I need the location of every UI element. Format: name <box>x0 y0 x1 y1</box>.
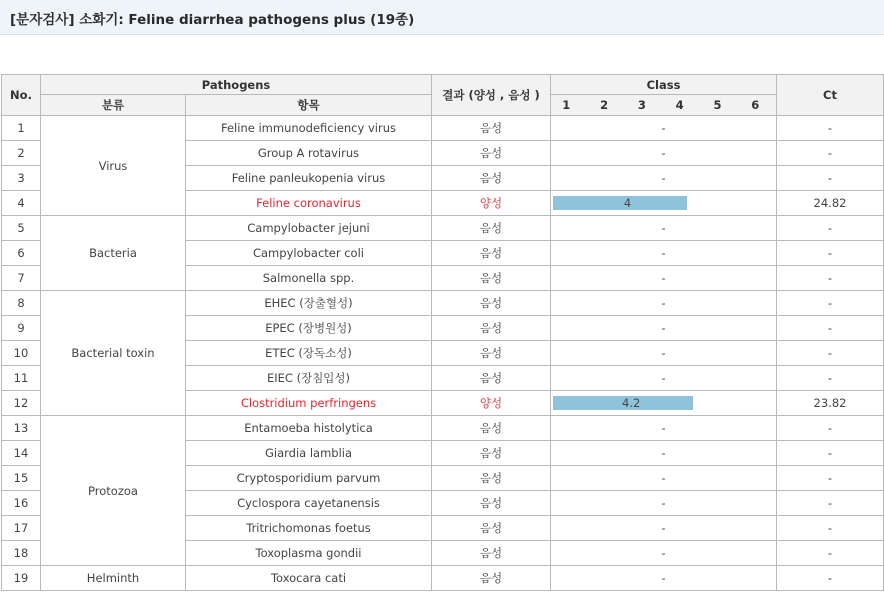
class-cell: - <box>551 341 777 366</box>
row-number: 8 <box>2 291 41 316</box>
class-cell <box>551 191 777 216</box>
class-cell: - <box>551 141 777 166</box>
row-number: 15 <box>2 466 41 491</box>
pathogen-name: Salmonella spp. <box>186 266 432 291</box>
pathogen-name: Giardia lamblia <box>186 441 432 466</box>
category-cell: Bacteria <box>41 216 186 291</box>
class-cell: - <box>551 491 777 516</box>
table-row <box>2 116 884 141</box>
result-value: 양성 <box>432 191 551 216</box>
row-number: 10 <box>2 341 41 366</box>
class-cell: - <box>551 516 777 541</box>
result-value: 음성 <box>432 291 551 316</box>
result-value: 양성 <box>432 391 551 416</box>
class-level-5: 5 <box>713 98 722 112</box>
class-value: 4 <box>623 196 632 210</box>
col-header-ct: Ct <box>777 75 884 116</box>
row-number: 1 <box>2 116 41 141</box>
result-value: 음성 <box>432 141 551 166</box>
ct-value: - <box>777 216 884 241</box>
result-value: 음성 <box>432 466 551 491</box>
pathogen-name: ETEC (장독소성) <box>186 341 432 366</box>
class-cell: - <box>551 466 777 491</box>
ct-value: - <box>777 366 884 391</box>
class-level-1: 1 <box>562 98 571 112</box>
result-value: 음성 <box>432 116 551 141</box>
col-header-result: 결과 (양성 , 음성 ) <box>432 75 551 116</box>
pathogen-name: Cryptosporidium parvum <box>186 466 432 491</box>
category-cell: Protozoa <box>41 416 186 566</box>
result-value: 음성 <box>432 541 551 566</box>
col-header-class-levels <box>551 95 777 116</box>
pathogen-name: EHEC (장출혈성) <box>186 291 432 316</box>
class-level-6: 6 <box>751 98 760 112</box>
row-number: 3 <box>2 166 41 191</box>
ct-value: - <box>777 566 884 591</box>
pathogen-name: EPEC (장병원성) <box>186 316 432 341</box>
col-header-pathogens: Pathogens <box>41 75 432 95</box>
ct-value: - <box>777 441 884 466</box>
pathogen-name: Feline immunodeficiency virus <box>186 116 432 141</box>
row-number: 12 <box>2 391 41 416</box>
ct-value: - <box>777 241 884 266</box>
pathogen-name: Toxoplasma gondii <box>186 541 432 566</box>
pathogen-name: Cyclospora cayetanensis <box>186 491 432 516</box>
ct-value: - <box>777 341 884 366</box>
table-row <box>2 416 884 441</box>
ct-value: - <box>777 416 884 441</box>
class-cell: - <box>551 166 777 191</box>
pathogen-name: Group A rotavirus <box>186 141 432 166</box>
table-row <box>2 566 884 591</box>
pathogen-name: Feline panleukopenia virus <box>186 166 432 191</box>
class-cell: - <box>551 266 777 291</box>
class-cell: - <box>551 116 777 141</box>
category-cell: Virus <box>41 116 186 216</box>
col-header-no: No. <box>2 75 41 116</box>
ct-value: - <box>777 141 884 166</box>
result-value: 음성 <box>432 516 551 541</box>
row-number: 7 <box>2 266 41 291</box>
ct-value: - <box>777 541 884 566</box>
row-number: 6 <box>2 241 41 266</box>
ct-value: 24.82 <box>777 191 884 216</box>
ct-value: - <box>777 266 884 291</box>
class-cell: - <box>551 291 777 316</box>
result-value: 음성 <box>432 216 551 241</box>
ct-value: - <box>777 291 884 316</box>
class-cell: - <box>551 366 777 391</box>
col-header-category: 분류 <box>41 95 186 116</box>
result-value: 음성 <box>432 316 551 341</box>
page-title: [분자검사] 소화기: Feline diarrhea pathogens plus (19종) <box>10 12 415 28</box>
ct-value: - <box>777 491 884 516</box>
row-number: 4 <box>2 191 41 216</box>
row-number: 19 <box>2 566 41 591</box>
result-value: 음성 <box>432 566 551 591</box>
ct-value: - <box>777 316 884 341</box>
ct-value: - <box>777 516 884 541</box>
result-value: 음성 <box>432 416 551 441</box>
category-cell: Helminth <box>41 566 186 591</box>
results-table <box>1 74 884 591</box>
class-level-4: 4 <box>675 98 684 112</box>
result-value: 음성 <box>432 491 551 516</box>
class-value: 4.2 <box>622 396 641 410</box>
row-number: 13 <box>2 416 41 441</box>
pathogen-name: Feline coronavirus <box>186 191 432 216</box>
class-cell: - <box>551 541 777 566</box>
result-value: 음성 <box>432 366 551 391</box>
row-number: 2 <box>2 141 41 166</box>
row-number: 9 <box>2 316 41 341</box>
col-header-item: 항목 <box>186 95 432 116</box>
class-cell: - <box>551 241 777 266</box>
pathogen-name: Campylobacter jejuni <box>186 216 432 241</box>
ct-value: - <box>777 116 884 141</box>
col-header-class: Class <box>551 75 777 95</box>
class-cell: - <box>551 216 777 241</box>
class-cell <box>551 391 777 416</box>
table-row <box>2 291 884 316</box>
class-cell: - <box>551 416 777 441</box>
result-value: 음성 <box>432 241 551 266</box>
pathogen-name: Clostridium perfringens <box>186 391 432 416</box>
pathogen-name: EIEC (장침입성) <box>186 366 432 391</box>
row-number: 16 <box>2 491 41 516</box>
pathogen-name: Entamoeba histolytica <box>186 416 432 441</box>
pathogen-name: Toxocara cati <box>186 566 432 591</box>
class-cell: - <box>551 566 777 591</box>
class-cell: - <box>551 441 777 466</box>
title-bar <box>0 0 884 35</box>
class-level-3: 3 <box>637 98 646 112</box>
ct-value: - <box>777 166 884 191</box>
table-row <box>2 216 884 241</box>
result-value: 음성 <box>432 266 551 291</box>
row-number: 14 <box>2 441 41 466</box>
result-value: 음성 <box>432 341 551 366</box>
pathogen-name: Campylobacter coli <box>186 241 432 266</box>
category-cell: Bacterial toxin <box>41 291 186 416</box>
class-cell: - <box>551 316 777 341</box>
ct-value: 23.82 <box>777 391 884 416</box>
row-number: 11 <box>2 366 41 391</box>
row-number: 5 <box>2 216 41 241</box>
ct-value: - <box>777 466 884 491</box>
row-number: 18 <box>2 541 41 566</box>
result-value: 음성 <box>432 441 551 466</box>
result-value: 음성 <box>432 166 551 191</box>
pathogen-name: Tritrichomonas foetus <box>186 516 432 541</box>
class-level-2: 2 <box>600 98 609 112</box>
row-number: 17 <box>2 516 41 541</box>
